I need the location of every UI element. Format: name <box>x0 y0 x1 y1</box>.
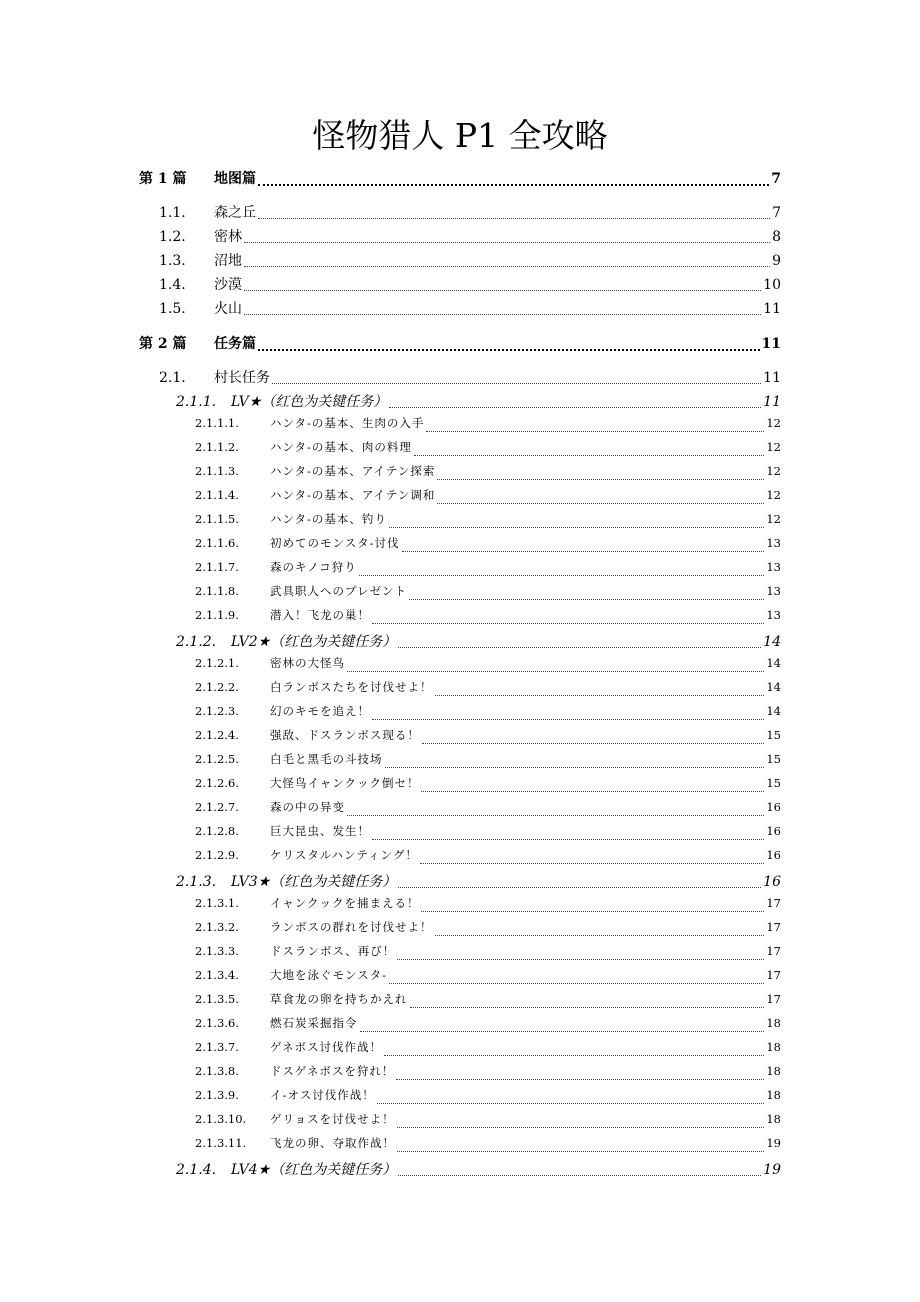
toc-entry-label: ハンタ-の基本、肉の料理 <box>270 440 412 454</box>
toc-entry-label: 幻のキモを追え！ <box>270 704 370 718</box>
toc-entry-label: 飞龙の卵、夺取作战！ <box>270 1136 395 1150</box>
toc-entry-label: 沙漠 <box>214 277 242 293</box>
toc-entry-page-number: 16 <box>766 848 781 862</box>
dot-leader <box>389 407 761 408</box>
toc-entry-number: 2.1.1.4. <box>195 488 239 502</box>
dot-leader <box>244 314 761 315</box>
dot-leader <box>258 349 760 351</box>
toc-entry-number: 2.1. <box>159 370 186 386</box>
toc-entry-page-number: 18 <box>766 1040 781 1054</box>
toc-entry-number: 2.1.3. <box>176 874 217 890</box>
dot-leader <box>437 503 764 504</box>
dot-leader <box>384 1055 764 1056</box>
toc-entry[interactable] <box>139 250 781 272</box>
dot-leader <box>244 242 770 243</box>
toc-entry[interactable] <box>139 871 781 893</box>
toc-entry-page-number: 14 <box>766 656 781 670</box>
toc-entry-page-number: 14 <box>766 680 781 694</box>
toc-entry-page-number: 18 <box>766 1088 781 1102</box>
dot-leader <box>437 479 764 480</box>
toc-entry-number: 2.1.2.8. <box>195 824 239 838</box>
toc-entry[interactable] <box>139 487 781 509</box>
toc-entry-label: LV3★（红色为关键任务） <box>231 874 397 890</box>
dot-leader <box>396 1079 764 1080</box>
toc-entry[interactable] <box>139 1111 781 1133</box>
toc-entry-label: 武具职人へのプレゼント <box>270 584 408 598</box>
dot-leader <box>347 671 764 672</box>
toc-entry-number: 2.1.1. <box>176 394 217 410</box>
dot-leader <box>244 266 770 267</box>
dot-leader <box>244 290 761 291</box>
dot-leader <box>372 719 764 720</box>
toc-entry-number: 2.1.2.7. <box>195 800 239 814</box>
toc-entry-page-number: 7 <box>772 205 781 221</box>
toc-entry-number: 2.1.1.9. <box>195 608 239 622</box>
toc-entry-page-number: 16 <box>763 874 781 890</box>
toc-entry[interactable] <box>139 511 781 533</box>
toc-entry-label: 地图篇 <box>214 171 256 187</box>
dot-leader <box>398 647 761 648</box>
toc-entry-number: 2.1.3.8. <box>195 1064 239 1078</box>
dot-leader <box>397 959 764 960</box>
toc-entry-page-number: 12 <box>766 416 781 430</box>
toc-entry-label: LV4★（红色为关键任务） <box>231 1162 397 1178</box>
toc-entry-label: ゲリョスを讨伐せよ！ <box>270 1112 395 1126</box>
toc-entry-number: 2.1.1.7. <box>195 560 239 574</box>
dot-leader <box>359 575 765 576</box>
toc-entry-number: 2.1.2.5. <box>195 752 239 766</box>
toc-entry-page-number: 11 <box>763 370 781 386</box>
toc-entry-number: 2.1.2.4. <box>195 728 239 742</box>
toc-entry-page-number: 8 <box>772 229 781 245</box>
dot-leader <box>410 1007 765 1008</box>
toc-entry-page-number: 13 <box>766 536 781 550</box>
dot-leader <box>360 1031 765 1032</box>
toc-entry-number: 2.1.2.2. <box>195 680 239 694</box>
toc-entry-page-number: 14 <box>763 634 781 650</box>
toc-entry-number: 2.1.2.1. <box>195 656 239 670</box>
toc-entry[interactable] <box>139 1039 781 1061</box>
toc-entry-label: 大地を泳ぐモンスタ- <box>270 968 388 982</box>
dot-leader <box>372 623 764 624</box>
toc-entry-page-number: 12 <box>766 488 781 502</box>
toc-entry[interactable] <box>139 202 781 224</box>
dot-leader <box>397 1127 765 1128</box>
toc-entry[interactable] <box>139 1063 781 1085</box>
dot-leader <box>426 431 764 432</box>
toc-entry-number: 2.1.3.5. <box>195 992 239 1006</box>
toc-entry-label: 白ランボスたちを讨伐せよ！ <box>270 680 433 694</box>
toc-entry[interactable] <box>139 727 781 749</box>
toc-entry[interactable] <box>139 274 781 296</box>
toc-entry-page-number: 11 <box>763 394 781 410</box>
toc-entry-label: ハンタ-の基本、钓り <box>270 512 387 526</box>
toc-entry-number: 1.2. <box>159 229 186 245</box>
toc-entry[interactable] <box>139 823 781 845</box>
toc-entry[interactable] <box>139 703 781 725</box>
toc-entry[interactable] <box>139 967 781 989</box>
dot-leader <box>389 527 764 528</box>
toc-entry[interactable] <box>139 333 781 355</box>
toc-entry-number: 2.1.2. <box>176 634 217 650</box>
toc-entry-number: 1.3. <box>159 253 186 269</box>
toc-entry-label: 初めてのモンスタ-讨伐 <box>270 536 400 550</box>
toc-entry-page-number: 14 <box>766 704 781 718</box>
toc-entry[interactable] <box>139 439 781 461</box>
toc-entry-number: 2.1.1.2. <box>195 440 239 454</box>
toc-entry-number: 2.1.3.6. <box>195 1016 239 1030</box>
toc-entry-number: 2.1.3.11. <box>195 1136 247 1150</box>
toc-entry-page-number: 15 <box>766 728 781 742</box>
toc-entry-page-number: 19 <box>763 1162 781 1178</box>
toc-entry-number: 2.1.2.3. <box>195 704 239 718</box>
toc-entry-number: 第 1 篇 <box>139 171 187 187</box>
toc-entry-label: 草食龙の卵を持ちかえれ <box>270 992 408 1006</box>
toc-entry-number: 2.1.1.5. <box>195 512 239 526</box>
toc-entry-number: 1.4. <box>159 277 186 293</box>
toc-entry-label: ハンタ-の基本、生肉の入手 <box>270 416 425 430</box>
toc-entry-label: ドスゲネボスを狩れ！ <box>270 1064 395 1078</box>
toc-entry[interactable] <box>139 607 781 629</box>
toc-entry-label: 燃石炭采掘指令 <box>270 1016 358 1030</box>
toc-entry-label: 沼地 <box>214 253 242 269</box>
dot-leader <box>385 767 765 768</box>
dot-leader <box>422 743 764 744</box>
toc-entry-label: 强敌、ドスランボス现る！ <box>270 728 420 742</box>
dot-leader <box>377 1103 765 1104</box>
toc-entry-label: イャンクックを捕まえる！ <box>270 896 420 910</box>
toc-entry-number: 2.1.3.2. <box>195 920 239 934</box>
toc-entry[interactable] <box>139 775 781 797</box>
toc-entry-label: イ-オス讨伐作战！ <box>270 1088 375 1102</box>
toc-entry-number: 1.5. <box>159 301 186 317</box>
dot-leader <box>421 791 764 792</box>
toc-entry-label: ケリスタルハンティング！ <box>270 848 418 862</box>
toc-entry-page-number: 17 <box>766 992 781 1006</box>
dot-leader <box>389 983 764 984</box>
toc-entry[interactable] <box>139 919 781 941</box>
toc-entry-number: 2.1.3.7. <box>195 1040 239 1054</box>
dot-leader <box>409 599 764 600</box>
toc-entry-page-number: 18 <box>766 1112 781 1126</box>
toc-entry-page-number: 12 <box>766 512 781 526</box>
toc-entry[interactable] <box>139 799 781 821</box>
toc-entry-number: 2.1.3.1. <box>195 896 239 910</box>
dot-leader <box>372 839 764 840</box>
dot-leader <box>420 863 765 864</box>
toc-entry-label: 巨大昆虫、发生！ <box>270 824 370 838</box>
dot-leader <box>402 551 765 552</box>
dot-leader <box>398 887 761 888</box>
toc-entry[interactable] <box>139 1135 781 1157</box>
toc-entry-page-number: 9 <box>772 253 781 269</box>
dot-leader <box>398 1175 761 1176</box>
toc-entry-page-number: 15 <box>766 752 781 766</box>
toc-entry[interactable] <box>139 895 781 917</box>
toc-entry[interactable] <box>139 1087 781 1109</box>
dot-leader <box>347 815 764 816</box>
toc-entry-number: 2.1.2.9. <box>195 848 239 862</box>
dot-leader <box>397 1151 764 1152</box>
toc-entry-number: 1.1. <box>159 205 186 221</box>
toc-entry-page-number: 17 <box>766 944 781 958</box>
toc-entry-number: 2.1.1.1. <box>195 416 239 430</box>
toc-entry-label: 密林 <box>214 229 242 245</box>
toc-entry-number: 2.1.3.4. <box>195 968 239 982</box>
toc-entry[interactable] <box>139 298 781 320</box>
toc-entry-page-number: 16 <box>766 800 781 814</box>
toc-entry-page-number: 13 <box>766 584 781 598</box>
toc-entry-label: 森のキノコ狩り <box>270 560 357 574</box>
toc-entry-page-number: 11 <box>761 336 781 352</box>
dot-leader <box>414 455 764 456</box>
toc-entry-page-number: 18 <box>766 1064 781 1078</box>
toc-entry-page-number: 18 <box>766 1016 781 1030</box>
dot-leader <box>258 184 769 186</box>
toc-entry[interactable] <box>139 631 781 653</box>
toc-entry[interactable] <box>139 367 781 389</box>
toc-entry-number: 2.1.4. <box>176 1162 217 1178</box>
toc-entry-label: 森の中の异变 <box>270 800 345 814</box>
toc-entry[interactable] <box>139 226 781 248</box>
dot-leader <box>435 935 765 936</box>
dot-leader <box>421 911 764 912</box>
toc-entry[interactable] <box>139 1159 781 1181</box>
toc-entry-number: 2.1.1.8. <box>195 584 239 598</box>
toc-entry-label: 密林の大怪鸟 <box>270 656 345 670</box>
toc-entry-number: 2.1.2.6. <box>195 776 239 790</box>
toc-entry[interactable] <box>139 463 781 485</box>
toc-entry[interactable] <box>139 655 781 677</box>
toc-entry-number: 2.1.3.10. <box>195 1112 247 1126</box>
dot-leader <box>435 695 765 696</box>
toc-entry-page-number: 11 <box>763 301 781 317</box>
toc-entry[interactable] <box>139 943 781 965</box>
toc-entry[interactable] <box>139 535 781 557</box>
toc-entry-page-number: 17 <box>766 920 781 934</box>
toc-entry[interactable] <box>139 847 781 869</box>
toc-entry-number: 2.1.3.3. <box>195 944 239 958</box>
toc-entry-label: LV★（红色为关键任务） <box>231 394 388 410</box>
toc-entry-number: 2.1.1.6. <box>195 536 239 550</box>
toc-entry-page-number: 12 <box>766 440 781 454</box>
toc-entry[interactable] <box>139 1015 781 1037</box>
toc-entry-page-number: 16 <box>766 824 781 838</box>
toc-entry-page-number: 13 <box>766 608 781 622</box>
toc-entry-page-number: 7 <box>771 171 781 187</box>
toc-entry-number: 2.1.1.3. <box>195 464 239 478</box>
toc-entry-label: 森之丘 <box>214 205 256 221</box>
toc-entry[interactable] <box>139 415 781 437</box>
toc-entry-page-number: 17 <box>766 968 781 982</box>
toc-entry-label: ドスランボス、再び！ <box>270 944 396 958</box>
toc-entry-label: 白毛と黑毛の斗技场 <box>270 752 383 766</box>
toc-entry[interactable] <box>139 751 781 773</box>
toc-entry-number: 2.1.3.9. <box>195 1088 239 1102</box>
toc-entry[interactable] <box>139 991 781 1013</box>
toc-entry-label: ハンタ-の基本、アイテン调和 <box>270 488 436 502</box>
toc-entry-label: 火山 <box>214 301 242 317</box>
toc-entry-label: ハンタ-の基本、アイテン探索 <box>270 464 436 478</box>
toc-entry-label: ランボスの群れを讨伐せよ！ <box>270 920 433 934</box>
toc-entry-label: LV2★（红色为关键任务） <box>231 634 397 650</box>
toc-entry[interactable] <box>139 583 781 605</box>
toc-entry-label: 村长任务 <box>214 370 270 386</box>
toc-entry-page-number: 19 <box>766 1136 781 1150</box>
toc-entry-label: ゲネボス讨伐作战！ <box>270 1040 383 1054</box>
toc-entry-page-number: 15 <box>766 776 781 790</box>
toc-entry-page-number: 12 <box>766 464 781 478</box>
toc-entry[interactable] <box>139 559 781 581</box>
toc-entry[interactable] <box>139 679 781 701</box>
toc-entry-label: 任务篇 <box>214 336 256 352</box>
toc-entry-label: 潜入！飞龙の巢！ <box>270 608 370 622</box>
document-title: 怪物猎人 P1 全攻略 <box>312 116 608 155</box>
toc-entry-label: 大怪鸟イャンクック倒セ！ <box>270 776 420 790</box>
toc-entry[interactable] <box>139 168 781 190</box>
toc-entry-page-number: 10 <box>763 277 781 293</box>
toc-entry[interactable] <box>139 391 781 413</box>
toc-entry-page-number: 17 <box>766 896 781 910</box>
toc-entry-number: 第 2 篇 <box>139 336 187 352</box>
dot-leader <box>258 218 770 219</box>
dot-leader <box>272 383 761 384</box>
toc-entry-page-number: 13 <box>766 560 781 574</box>
